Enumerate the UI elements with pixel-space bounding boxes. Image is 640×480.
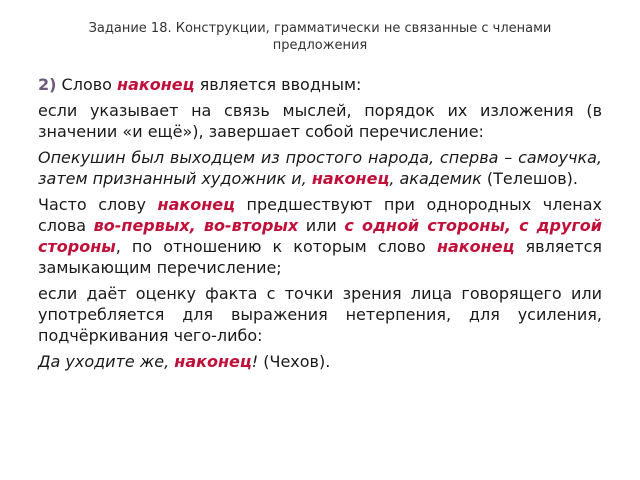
example-1-text-1: Опекушин был выходцем из простого народа, сперва – самоучка, затем признанный художник и, xyxy=(38,148,602,188)
keyword-nakonec: наконец xyxy=(117,75,195,94)
paragraph-example-2 xyxy=(38,351,602,372)
rule-1-text: если указывает на связь мыслей, порядок их изложения (в значении «и ещё»), завершает собой перечисление: xyxy=(38,101,602,141)
keyword-s-odnoy-storony: с одной стороны, с другой стороны xyxy=(38,216,602,256)
example-2-text-1: Да уходите же, xyxy=(38,352,175,371)
keyword-nakonec: наконец xyxy=(436,237,515,256)
example-1-source: (Телешов). xyxy=(481,169,578,188)
note-text-1: Часто слову xyxy=(38,195,158,214)
slide-title: Задание 18. Конструкции, грамматически не связанные с членами предложения xyxy=(88,21,552,53)
rule-2-text: если даёт оценку факта с точки зрения лица говорящего или употребляется для выражения нетерпения, для усиления, подчёркивания чего-либо: xyxy=(38,284,602,345)
intro-text-2: является вводным: xyxy=(194,75,362,94)
paragraph-rule-1 xyxy=(38,100,602,142)
paragraph-intro xyxy=(38,74,602,95)
paragraph-rule-2 xyxy=(38,283,602,346)
item-number: 2) xyxy=(38,75,57,94)
paragraph-example-1 xyxy=(38,147,602,189)
note-text-5: является замыкающим перечисление; xyxy=(38,237,603,277)
note-text-3: или xyxy=(298,216,345,235)
slide-content xyxy=(38,74,602,377)
note-text-2: предшествуют при однородных членах слова xyxy=(38,195,602,235)
example-1-text-2: , академик xyxy=(389,169,482,188)
keyword-nakonec: наконец xyxy=(174,352,252,371)
paragraph-note xyxy=(38,194,602,278)
note-text-4: , по отношению к которым слово xyxy=(115,237,437,256)
intro-text-1: Слово xyxy=(56,75,118,94)
example-2-source: (Чехов). xyxy=(258,352,331,371)
keyword-vo-pervyh: во-первых, во-вторых xyxy=(93,216,299,235)
keyword-nakonec: наконец xyxy=(157,195,235,214)
example-2-text-2: ! xyxy=(251,352,259,371)
keyword-nakonec: наконец xyxy=(311,169,390,188)
